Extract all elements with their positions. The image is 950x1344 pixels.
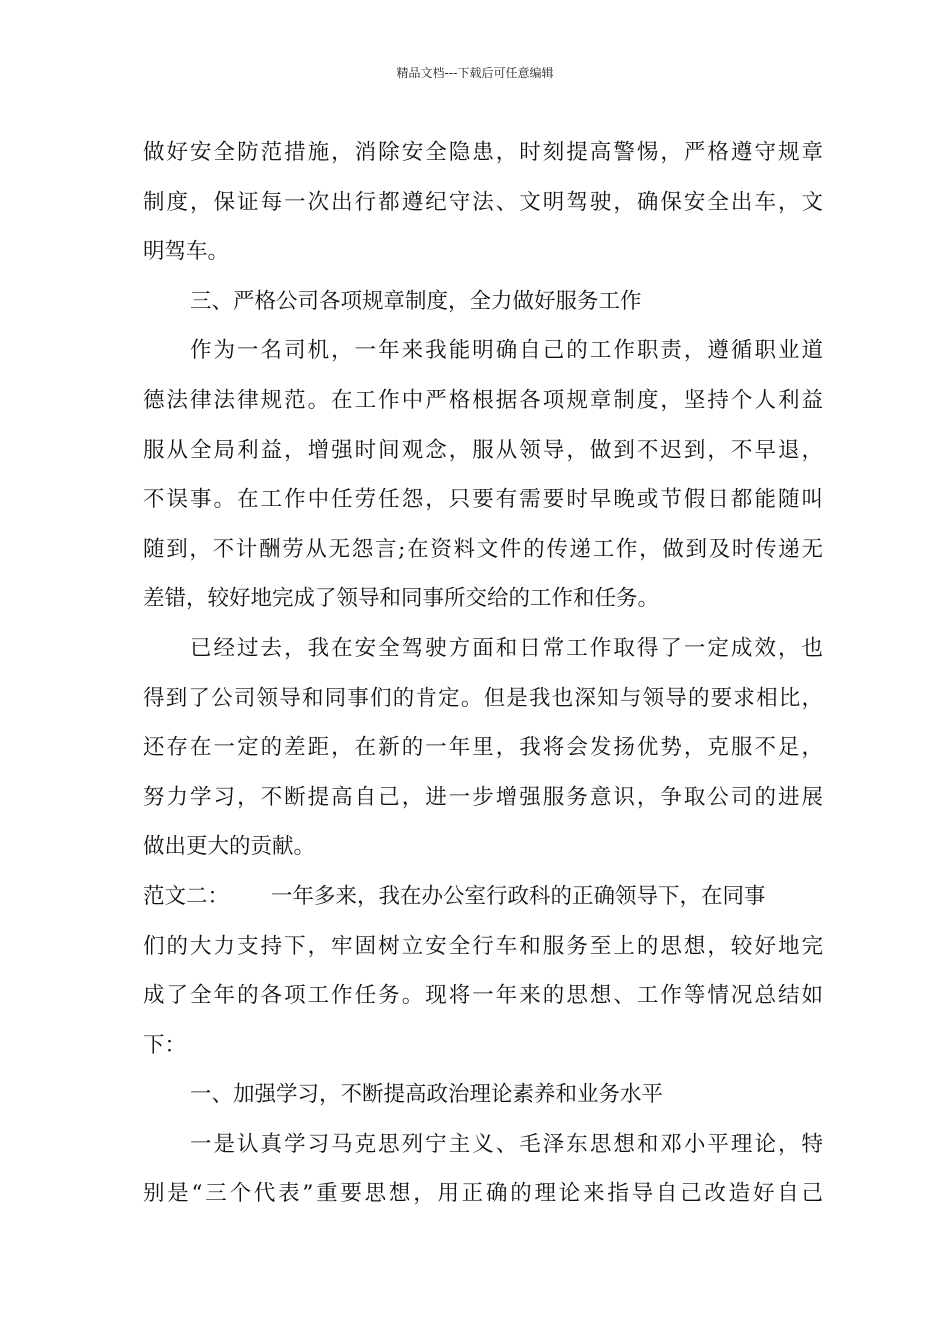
- text-line: 作为一名司机，一年来我能明确自己的工作职责，遵循职业道: [190, 338, 823, 364]
- text-line: 差错，较好地完成了领导和同事所交给的工作和任务。: [143, 586, 660, 612]
- text-line: 一是认真学习马克思列宁主义、毛泽东思想和邓小平理论，特: [190, 1131, 823, 1157]
- text-line: 制度，保证每一次出行都遵纪守法、文明驾驶，确保安全出车，文: [143, 189, 823, 215]
- text-line: 得到了公司领导和同事们的肯定。但是我也深知与领导的要求相比，: [143, 685, 823, 711]
- sample-label: 范文二：: [143, 883, 230, 909]
- text-line: 随到，不计酬劳从无怨言;在资料文件的传递工作，做到及时传递无: [143, 536, 823, 562]
- section-heading: 一、加强学习，不断提高政治理论素养和业务水平: [190, 1082, 664, 1108]
- sample-two-first-sentence: 一年多来，我在办公室行政科的正确领导下，在同事: [271, 883, 766, 909]
- page-header-watermark: 精品文档---下载后可任意编辑: [396, 66, 554, 80]
- text-line: 不误事。在工作中任劳任怨，只要有需要时早晚或节假日都能随叫: [143, 487, 823, 513]
- text-line: 服从全局利益，增强时间观念，服从领导，做到不迟到，不早退，: [143, 437, 823, 463]
- text-line: 已经过去，我在安全驾驶方面和日常工作取得了一定成效，也: [190, 635, 823, 661]
- text-line: 还存在一定的差距，在新的一年里，我将会发扬优势，克服不足，: [143, 735, 823, 761]
- text-line: 别是“三个代表”重要思想，用正确的理论来指导自己改造好自己: [143, 1181, 823, 1207]
- text-line: 明驾车。: [143, 239, 230, 265]
- text-line: 努力学习，不断提高自己，进一步增强服务意识，争取公司的进展: [143, 784, 823, 810]
- text-line: 下：: [143, 1032, 187, 1058]
- section-heading: 三、严格公司各项规章制度，全力做好服务工作: [190, 288, 642, 314]
- text-line: 们的大力支持下，牢固树立安全行车和服务至上的思想，较好地完: [143, 933, 823, 959]
- document-body: [143, 128, 823, 1219]
- text-line: 做出更大的贡献。: [143, 834, 316, 860]
- sample-two-intro-line: [143, 872, 823, 922]
- text-line: 德法律法律规范。在工作中严格根据各项规章制度，坚持个人利益: [143, 387, 823, 413]
- text-line: 成了全年的各项工作任务。现将一年来的思想、工作等情况总结如: [143, 983, 823, 1009]
- text-line: 做好安全防范措施，消除安全隐患，时刻提高警惕，严格遵守规章: [143, 140, 823, 165]
